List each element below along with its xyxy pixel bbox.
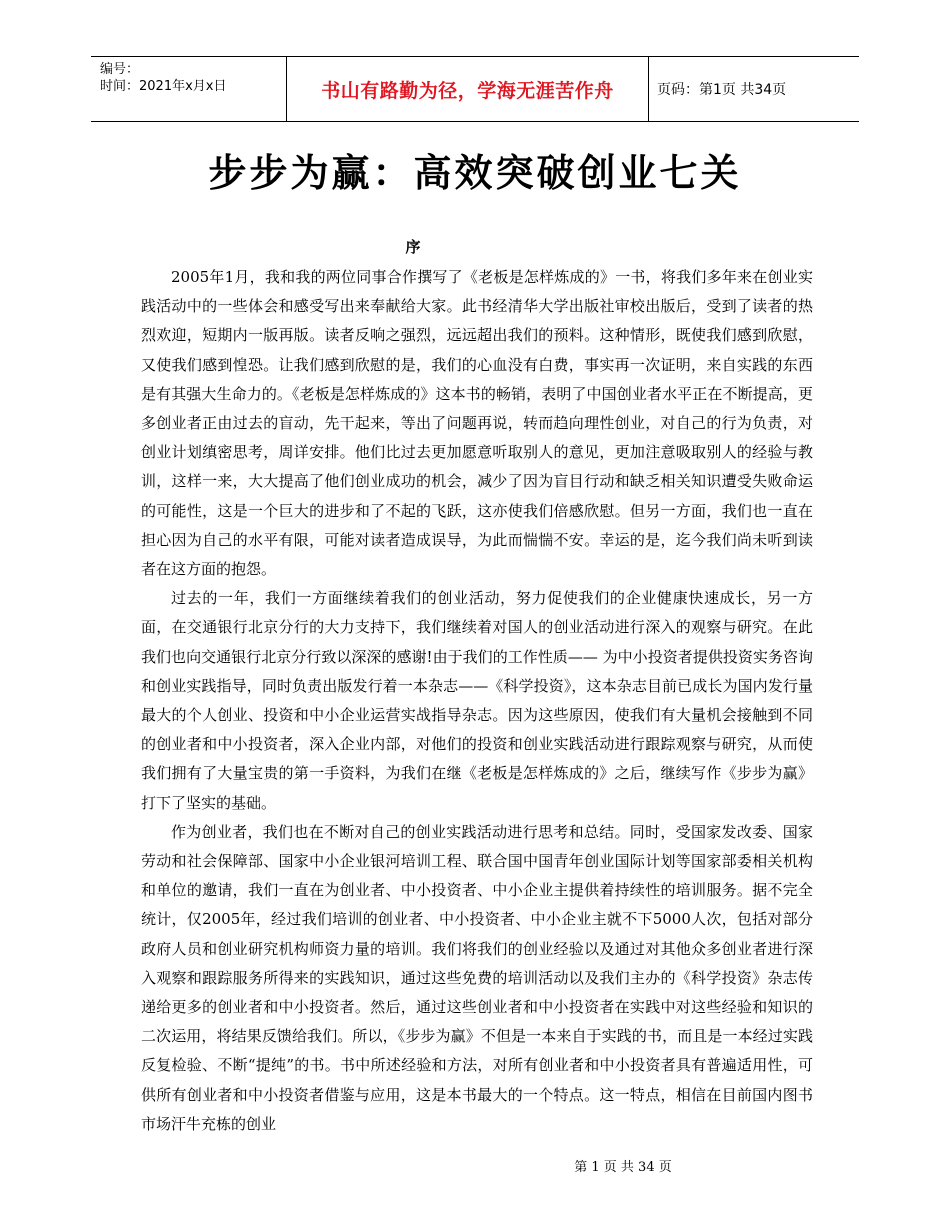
page-footer: 第 1 页 共 34 页 (574, 1160, 672, 1175)
document-body (141, 263, 813, 1139)
body-paragraph: 作为创业者，我们也在不断对自己的创业实践活动进行思考和总结。同时，受国家发改委、国家劳动和社会保障部、国家中小企业银河培训工程、联合国中国青年创业国际计划等国家部委相关机构和单位的邀请，我们一直在为创业者、中小投资者、中小企业主提供着持续性的培训服务。据不完全统计，仅2005年，经过我们培训的创业者、中小投资者、中小企业主就不下5000人次，包括对部分政府人员和创业研究机构师资力量的培训。我们将我们的创业经验以及通过对其他众多创业者进行深入观察和跟踪服务所得来的实践知识，通过这些免费的培训活动以及我们主办的《科学投资》杂志传递给更多的创业者和中小投资者。然后，通过这些创业者和中小投资者在实践中对这些经验和知识的二次运用，将结果反馈给我们。所以，《步步为赢》不但是一本来自于实践的书，而且是一本经过实践反复检验、不断“提纯”的书。书中所述经验和方法，对所有创业者和中小投资者具有普遍适用性，可供所有创业者和中小投资者借鉴与应用，这是本书最大的一个特点。这一特点，相信在目前国内图书市场汗牛充栋的创业 (141, 822, 813, 1133)
header-page-info: 页码：第1页 共34页 (657, 82, 787, 98)
header-motto: 书山有路勤为径，学海无涯苦作舟 (321, 79, 614, 102)
page-header (91, 56, 859, 122)
header-meta-cell (91, 57, 287, 121)
document-title: 步步为赢：高效突破创业七关 (208, 151, 742, 195)
body-paragraph: 2005年1月，我和我的两位同事合作撰写了《老板是怎样炼成的》一书，将我们多年来在创业实践活动中的一些体会和感受写出来奉献给大家。此书经清华大学出版社审校出版后，受到了读者的热烈欢迎，短期内一版再版。读者反响之强烈，远远超出我们的预料。这种情形，既使我们感到欣慰，又使我们感到惶恐。让我们感到欣慰的是，我们的心血没有白费，事实再一次证明，来自实践的东西是有其强大生命力的。《老板是怎样炼成的》这本书的畅销，表明了中国创业者水平正在不断提高，更多创业者正由过去的盲动，先干起来，等出了问题再说，转而趋向理性创业，对自己的行为负责，对创业计划缜密思考，周详安排。他们比过去更加愿意听取别人的意见，更加注意吸取别人的经验与教训，这样一来，大大提高了他们创业成功的机会，减少了因为盲目行动和缺乏相关知识遭受失败命运的可能性，这是一个巨大的进步和了不起的飞跃，这亦使我们倍感欣慰。但另一方面，我们也一直在担心因为自己的水平有限，可能对读者造成误导，为此而惴惴不安。幸运的是，迄今我们尚未听到读者在这方面的抱怨。 (141, 268, 813, 579)
header-motto-cell (287, 57, 649, 121)
header-page-cell (649, 57, 859, 121)
document-number-label: 编号： (100, 62, 140, 77)
document-time-label: 时间：2021年x月x日 (100, 79, 227, 94)
preface-heading: 序 (405, 238, 421, 256)
body-paragraph: 过去的一年，我们一方面继续着我们的创业活动，努力促使我们的企业健康快速成长，另一方面，在交通银行北京分行的大力支持下，我们继续着对国人的创业活动进行深入的观察与研究。在此我们也向交通银行北京分行致以深深的感谢!由于我们的工作性质—— 为中小投资者提供投资实务咨询和创业实践指导，同时负责出版发行着一本杂志——《科学投资》，这本杂志目前已成长为国内发行量最大的个人创业、投资和中小企业运营实战指导杂志。因为这些原因，使我们有大量机会接触到不同的创业者和中小投资者，深入企业内部，对他们的投资和创业实践活动进行跟踪观察与研究，从而使我们拥有了大量宝贵的第一手资料，为我们在继《老板是怎样炼成的》之后，继续写作《步步为赢》打下了坚实的基础。 (141, 589, 813, 812)
